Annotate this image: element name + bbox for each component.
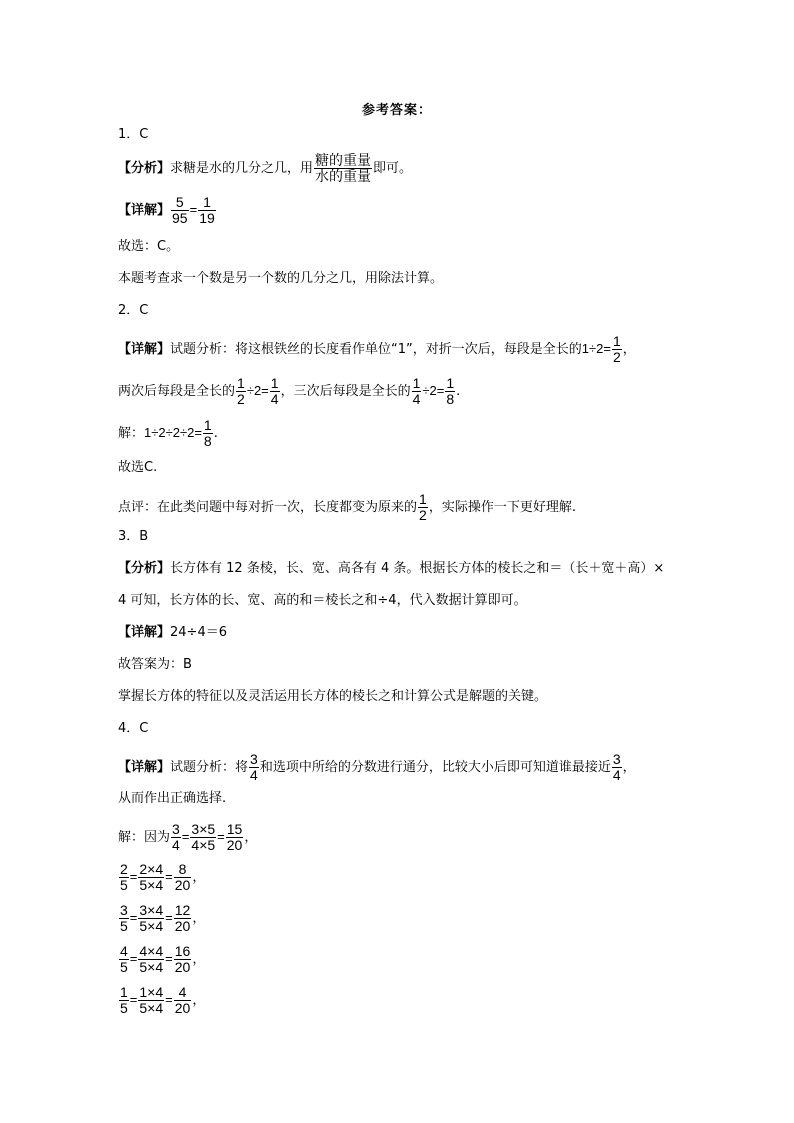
q1-analysis: [118, 153, 412, 184]
q4-solution-row: $\frac{4}{5}$ = $\frac{4\times 4}{5\times 4}$ = $\frac{16}{20}$ ，: [120, 943, 206, 975]
fraction: $\frac{16}{20}$: [174, 943, 191, 975]
q3-number: 3．B: [118, 529, 149, 544]
fraction: $\frac{3}{4}$: [250, 751, 258, 783]
fraction: $\frac{4}{20}$: [174, 984, 191, 1016]
q3-detail: 【详解】24÷4＝6: [118, 625, 227, 640]
q2-number: 2．C: [118, 303, 149, 318]
q4-solution-row: $\frac{3}{5}$ = $\frac{3\times 4}{5\times 4}$ = $\frac{12}{20}$ ，: [120, 902, 206, 934]
fraction: $\frac{1}{4}$: [270, 375, 279, 407]
detail-tag: 【详解】: [118, 203, 171, 218]
detail-tag: 【详解】: [118, 625, 171, 640]
fraction: $\frac{1}{2}$: [612, 333, 621, 365]
q1-number: 1．C: [118, 127, 149, 142]
q1-summary: 本题考查求一个数是另一个数的几分之几，用除法计算。: [118, 271, 444, 286]
fraction: $\frac{12}{20}$: [174, 902, 191, 934]
q3-analysis-line1: 【分析】长方体有 12 条棱，长、宽、高各有 4 条。根据长方体的棱长之和＝（长＋宽＋高）×: [118, 561, 665, 576]
detail-tag: 【详解】: [118, 760, 171, 775]
q2-choice: 故选C.: [118, 460, 158, 475]
fraction: $\frac{1}{8}$: [446, 375, 455, 407]
page-title: 参考答案：: [361, 103, 432, 118]
analysis-tag: 【分析】: [118, 561, 171, 576]
fraction: $\frac{1}{2}$: [237, 375, 245, 407]
analysis-tag: 【分析】: [118, 161, 171, 176]
fraction: $\frac{1}{8}$: [203, 417, 212, 449]
fraction: $\frac{3\times 5}{4\times 5}$: [191, 821, 216, 853]
analysis-text: 求糖是水的几分之几，用: [170, 161, 314, 176]
q1-detail: 【详解】 $\frac{5}{95}$ = $\frac{1}{19}$: [118, 194, 215, 226]
q3-answer: 故答案为：B: [118, 657, 192, 672]
fraction: $\frac{1}{19}$: [199, 194, 215, 226]
q4-solution-row: $\frac{2}{5}$ = $\frac{2\times 4}{5\times 4}$ = $\frac{8}{20}$ ，: [120, 861, 206, 893]
fraction: $\frac{5}{95}$: [172, 194, 188, 226]
q4-detail-line2: 从而作出正确选择.: [118, 791, 227, 806]
fraction: $\frac{3}{4}$: [612, 751, 621, 783]
fraction: $\frac{3}{5}$: [120, 902, 128, 934]
q4-number: 4．C: [118, 721, 149, 736]
fraction: $\frac{2}{5}$: [120, 861, 128, 893]
fraction: $\frac{2\times 4}{5\times 4}$: [139, 861, 164, 893]
q2-comment: 点评：在此类问题中每对折一次，长度都变为原来的 $\frac{1}{2}$ ，实际操作一下更好理解.: [118, 491, 576, 523]
solution-prefix: 解：因为: [118, 830, 171, 845]
fraction: $\frac{15}{20}$: [226, 821, 243, 853]
q3-analysis-line2: 4 可知，长方体的长、宽、高的和＝棱长之和÷4，代入数据计算即可。: [118, 593, 527, 608]
fraction: $\frac{4\times 4}{5\times 4}$: [139, 943, 164, 975]
detail-tag: 【详解】: [118, 342, 171, 357]
fraction: $\frac{1\times 4}{5\times 4}$: [139, 984, 164, 1016]
fraction: $\frac{3\times 4}{5\times 4}$: [139, 902, 164, 934]
fraction: $\frac{1}{2}$: [419, 491, 427, 523]
fraction: $\frac{3}{4}$: [172, 821, 180, 853]
fraction: 糖的重量 水的重量: [315, 152, 372, 184]
q4-detail-line1: 【详解】试题分析：将 $\frac{3}{4}$ 和选项中所给的分数进行通分，比较大小后即可知道谁最接近 $\frac{3}{4}$ ，: [118, 751, 636, 783]
analysis-tail: 即可。: [373, 161, 413, 176]
fraction: $\frac{4}{5}$: [120, 943, 128, 975]
q2-detail-line1: 【详解】试题分析：将这根铁丝的长度看作单位“1”，对折一次后，每段是全长的1÷2= $\frac{1}{2}$ ，: [118, 333, 636, 365]
q1-choice: 故选：C。: [118, 239, 180, 254]
q2-detail-line2: 两次后每段是全长的 $\frac{1}{2}$ ÷2= $\frac{1}{4}$ ，三次后每段是全长的 $\frac{1}{4}$ ÷2= $\frac{1}{8}$ .: [118, 375, 461, 407]
fraction: $\frac{8}{20}$: [174, 861, 191, 893]
q4-solution-row: $\frac{1}{5}$ = $\frac{1\times 4}{5\times 4}$ = $\frac{4}{20}$ ，: [120, 984, 206, 1016]
q3-summary: 掌握长方体的特征以及灵活运用长方体的棱长之和计算公式是解题的关键。: [118, 689, 548, 704]
q4-solution-row: 解：因为 $\frac{3}{4}$ = $\frac{3\times 5}{4\times 5}$ = $\frac{15}{20}$ ，: [118, 821, 258, 853]
fraction: $\frac{1}{4}$: [412, 375, 421, 407]
q2-solution: 解：1÷2÷2÷2= $\frac{1}{8}$ .: [118, 417, 218, 449]
fraction: $\frac{1}{5}$: [120, 984, 128, 1016]
